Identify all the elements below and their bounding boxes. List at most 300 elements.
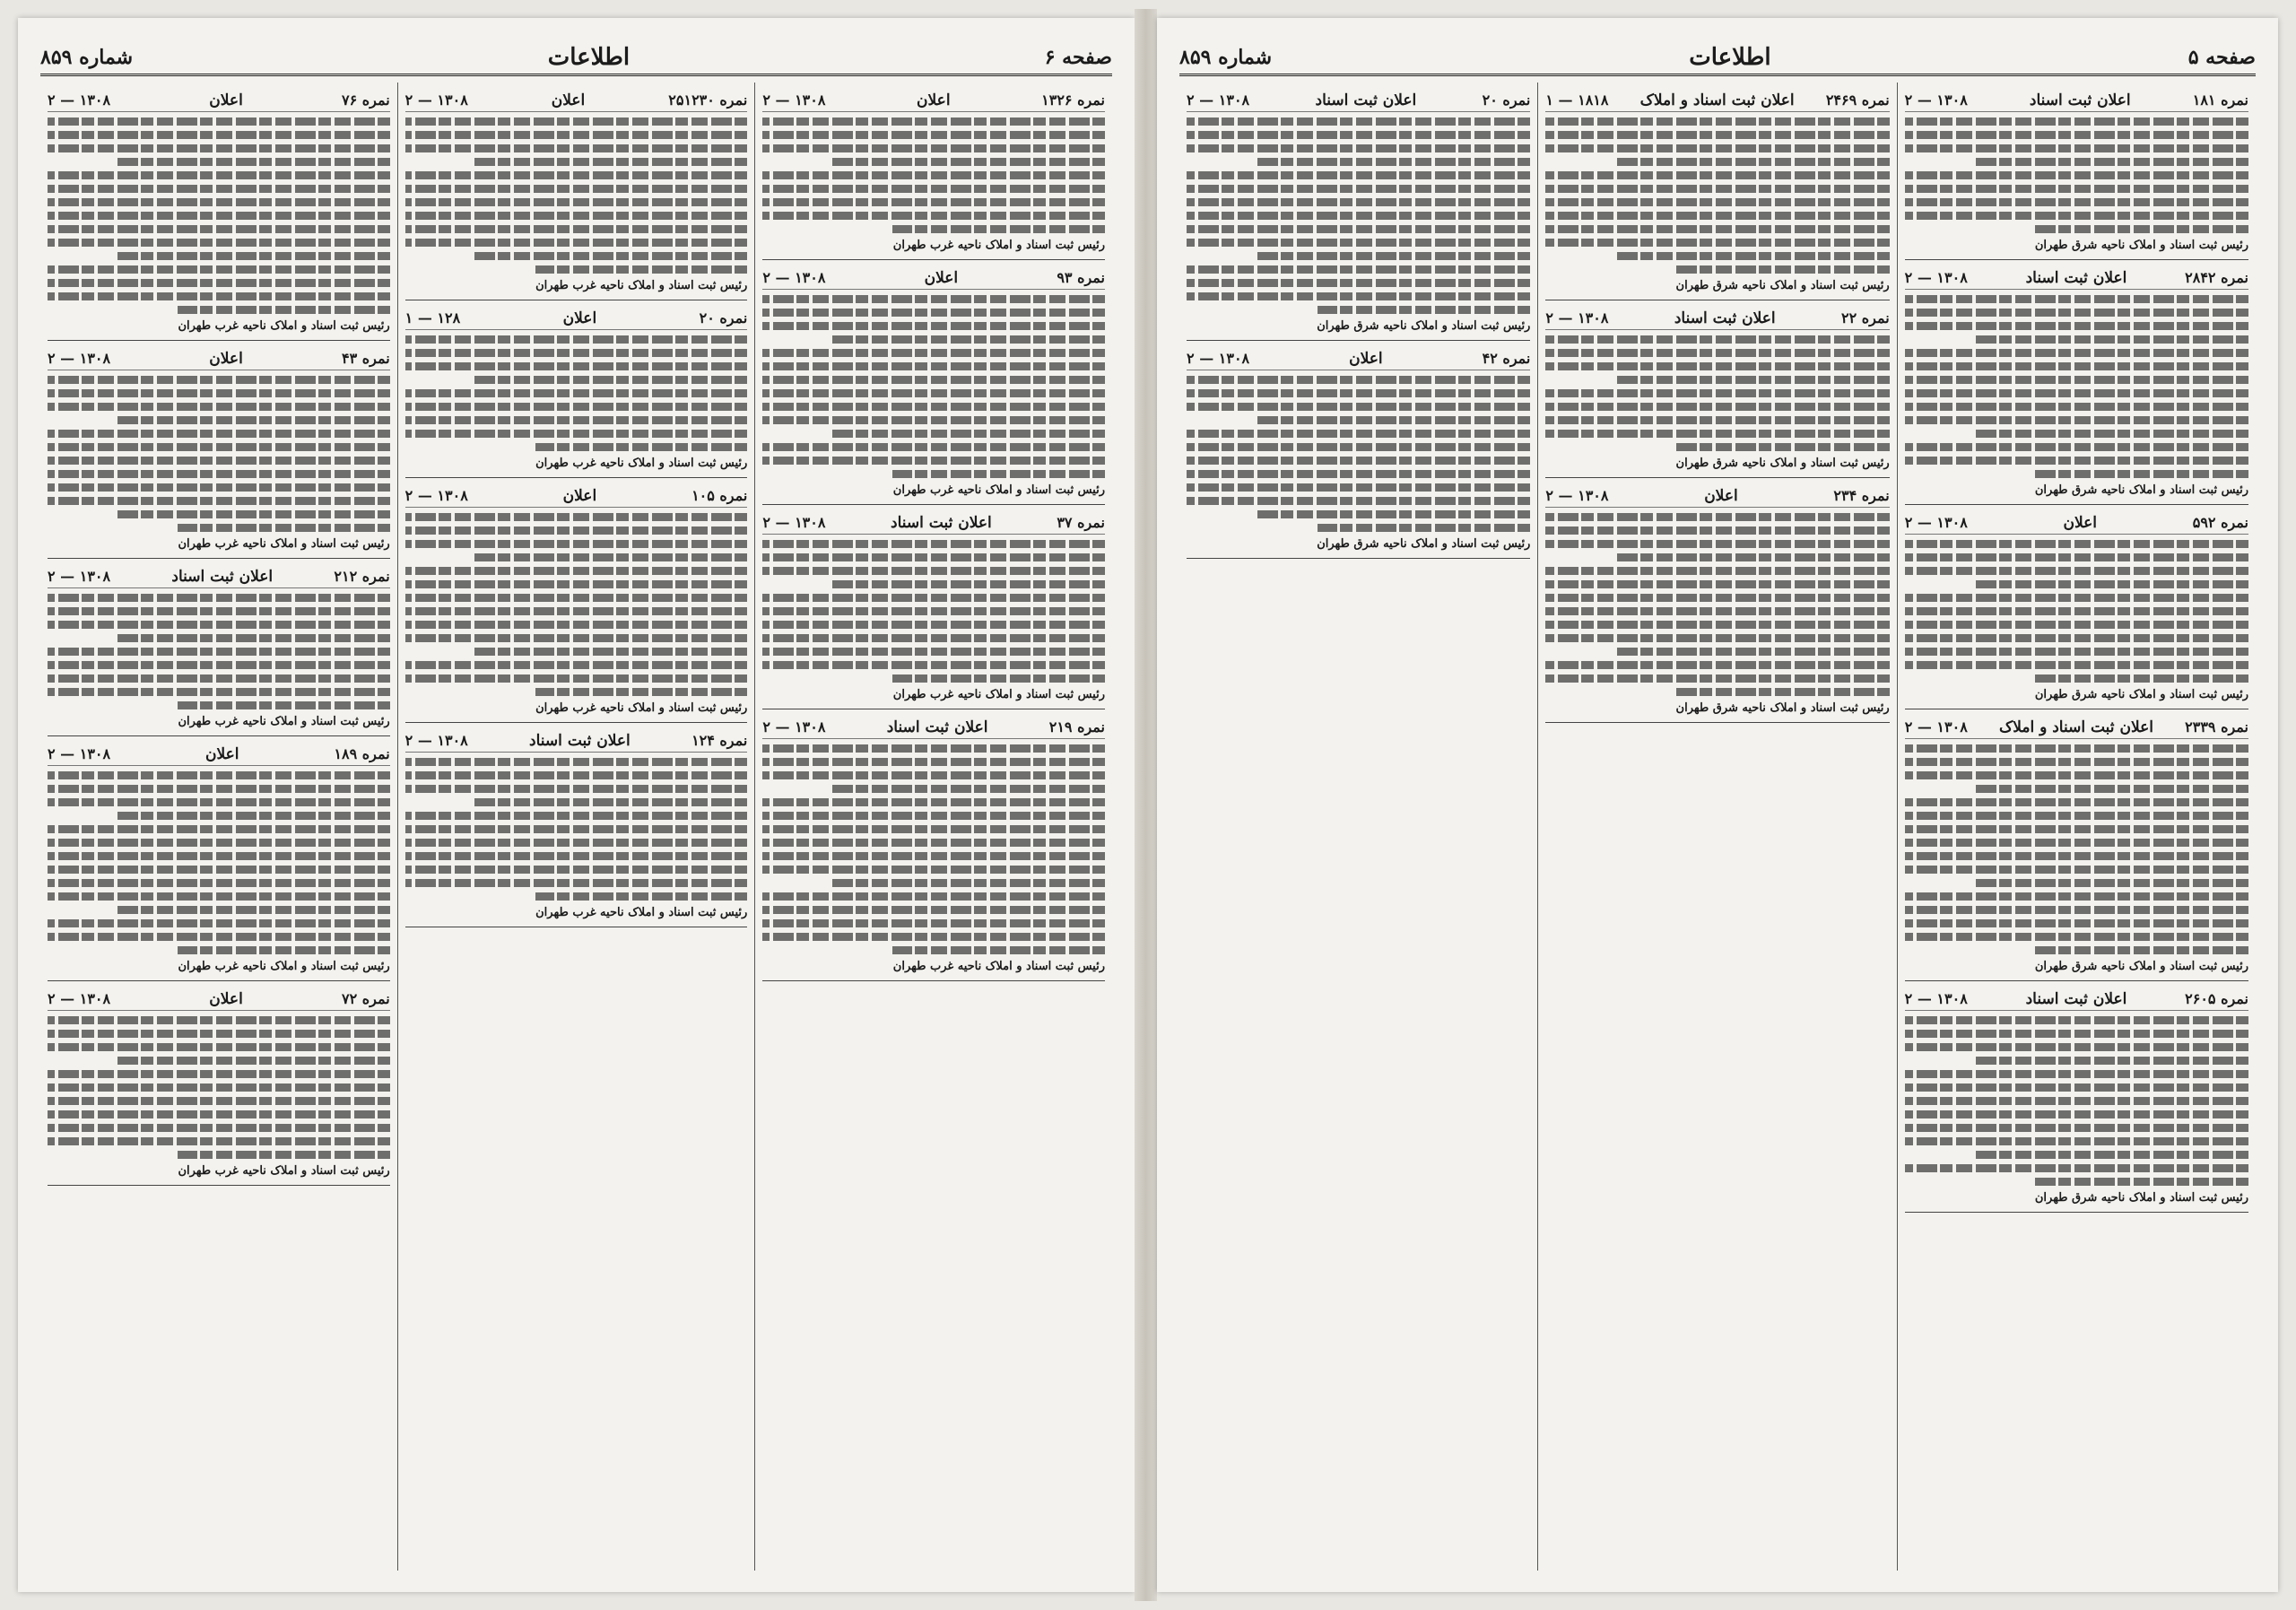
text-line bbox=[1545, 144, 1889, 152]
text-line bbox=[762, 144, 1105, 152]
notice-header bbox=[1905, 269, 2248, 290]
text-line bbox=[1905, 198, 2248, 206]
notice-header bbox=[1905, 990, 2248, 1011]
text-line bbox=[1905, 1097, 2248, 1105]
notice-signature: رئیس ثبت اسناد و املاک ناحیه غرب طهران bbox=[535, 457, 748, 470]
text-line bbox=[762, 295, 1105, 303]
notice-header bbox=[48, 350, 390, 370]
text-line bbox=[116, 1057, 389, 1065]
text-line bbox=[405, 771, 748, 779]
notice-signature: رئیس ثبت اسناد و املاک ناحیه شرق طهران bbox=[2034, 1191, 2248, 1205]
notice bbox=[1187, 88, 1530, 341]
notice-number: نمره ۵۹۲ bbox=[2192, 514, 2248, 531]
notice-number: نمره ۲۳۳۹ bbox=[2185, 718, 2248, 735]
text-line bbox=[1545, 621, 1889, 629]
text-line bbox=[48, 117, 390, 126]
notice-signature: رئیس ثبت اسناد و املاک ناحیه شرق طهران bbox=[1675, 279, 1890, 292]
text-line bbox=[1545, 540, 1889, 548]
text-column bbox=[40, 83, 397, 1571]
text-line bbox=[474, 252, 747, 260]
text-line bbox=[1905, 212, 2248, 220]
text-line bbox=[762, 131, 1105, 139]
text-line bbox=[1545, 403, 1889, 411]
text-line bbox=[1973, 158, 2248, 166]
notice-signature: رئیس ثبت اسناد و املاک ناحیه شرق طهران bbox=[2034, 483, 2248, 497]
notice-number: نمره ۳۷ bbox=[1057, 514, 1105, 531]
notice bbox=[48, 742, 390, 981]
text-line bbox=[762, 362, 1105, 370]
notice-title: اعلان ثبت اسناد bbox=[2029, 91, 2131, 109]
text-line bbox=[762, 825, 1105, 833]
notice-title: اعلان ثبت اسناد bbox=[1315, 91, 1417, 109]
text-line bbox=[116, 158, 389, 166]
text-line bbox=[1676, 443, 1890, 451]
text-line bbox=[48, 621, 390, 629]
notice-code: ۱۳۰۸ — ۲ bbox=[404, 732, 468, 749]
text-line bbox=[1905, 866, 2248, 874]
text-line bbox=[1545, 362, 1889, 370]
text-line bbox=[1187, 239, 1530, 247]
notice-number: نمره ۲۸۴۲ bbox=[2185, 269, 2248, 286]
text-line bbox=[1905, 661, 2248, 669]
notice-signature: رئیس ثبت اسناد و املاک ناحیه غرب طهران bbox=[535, 701, 748, 715]
text-line bbox=[1905, 1030, 2248, 1038]
notice-title: اعلان ثبت اسناد bbox=[171, 568, 274, 586]
text-line bbox=[1905, 892, 2248, 901]
text-line bbox=[762, 403, 1105, 411]
text-line bbox=[1256, 416, 1531, 424]
text-line bbox=[1905, 919, 2248, 927]
text-line bbox=[1545, 594, 1889, 602]
notice-number: نمره ۲۰ bbox=[699, 309, 748, 326]
notice-number: نمره ۲۶۰۵ bbox=[2185, 990, 2248, 1007]
text-line bbox=[762, 416, 1105, 424]
text-line bbox=[1187, 443, 1530, 451]
notice-signature: رئیس ثبت اسناد و املاک ناحیه غرب طهران bbox=[892, 239, 1105, 252]
text-line bbox=[48, 279, 390, 287]
text-line bbox=[405, 362, 748, 370]
notice-title: اعلان bbox=[2063, 514, 2098, 532]
text-line bbox=[48, 292, 390, 300]
text-line bbox=[405, 349, 748, 357]
text-line bbox=[1545, 239, 1889, 247]
notice-number: نمره ۲۴۶۹ bbox=[1825, 91, 1890, 109]
text-line bbox=[48, 607, 390, 615]
text-column bbox=[1897, 83, 2256, 1571]
text-line bbox=[48, 1043, 390, 1051]
text-line bbox=[762, 744, 1105, 753]
text-line bbox=[405, 825, 748, 833]
notice bbox=[405, 88, 748, 300]
notice-title: اعلان bbox=[205, 745, 239, 763]
notice-header bbox=[1187, 91, 1530, 112]
text-line bbox=[474, 648, 747, 656]
notice-number: نمره ۷۲ bbox=[341, 990, 390, 1007]
notice-number: نمره ۱۳۲۶ bbox=[1041, 91, 1105, 109]
notice-number: نمره ۱۸۹ bbox=[334, 745, 390, 762]
text-line bbox=[405, 866, 748, 874]
text-line bbox=[405, 594, 748, 602]
text-line bbox=[405, 212, 748, 220]
text-line bbox=[405, 634, 748, 642]
notice bbox=[405, 728, 748, 927]
notice-title: اعلان ثبت اسناد و املاک bbox=[1639, 91, 1795, 109]
text-line bbox=[762, 198, 1105, 206]
text-line bbox=[1905, 1124, 2248, 1132]
notice-header bbox=[405, 487, 748, 508]
text-line bbox=[1187, 144, 1530, 152]
text-line bbox=[1905, 349, 2248, 357]
notice-signature: رئیس ثبت اسناد و املاک ناحیه شرق طهران bbox=[2034, 239, 2248, 252]
text-line bbox=[405, 403, 748, 411]
text-line bbox=[48, 785, 390, 793]
text-line bbox=[1905, 416, 2248, 424]
left-masthead bbox=[40, 41, 1112, 76]
text-line bbox=[762, 892, 1105, 901]
text-line bbox=[1676, 265, 1890, 274]
text-line bbox=[762, 648, 1105, 656]
text-line bbox=[1905, 1110, 2248, 1118]
text-line bbox=[831, 785, 1105, 793]
text-line bbox=[1905, 295, 2248, 303]
text-line bbox=[1905, 648, 2248, 656]
left-page bbox=[18, 18, 1135, 1592]
text-line bbox=[48, 648, 390, 656]
text-line bbox=[1614, 376, 1890, 384]
text-line bbox=[474, 553, 747, 561]
text-line bbox=[48, 497, 390, 505]
notice-code: ۱۳۰۸ — ۲ bbox=[1545, 487, 1609, 504]
text-line bbox=[2035, 946, 2248, 954]
text-line bbox=[1187, 430, 1530, 438]
text-line bbox=[1187, 389, 1530, 397]
text-line bbox=[762, 185, 1105, 193]
notice-header bbox=[1905, 718, 2248, 739]
notice-number: نمره ۹۳ bbox=[1057, 269, 1105, 286]
notice bbox=[48, 564, 390, 736]
text-line bbox=[1545, 607, 1889, 615]
text-line bbox=[1614, 553, 1890, 561]
text-line bbox=[762, 798, 1105, 806]
notice-header bbox=[48, 990, 390, 1011]
notice bbox=[1187, 346, 1530, 559]
text-line bbox=[48, 839, 390, 847]
text-column bbox=[754, 83, 1112, 1571]
text-line bbox=[762, 553, 1105, 561]
notice-code: ۱۳۰۸ — ۲ bbox=[762, 91, 826, 109]
page-gutter bbox=[1135, 9, 1157, 1601]
text-line bbox=[1545, 416, 1889, 424]
notice-header bbox=[405, 309, 748, 330]
text-column bbox=[1179, 83, 1537, 1571]
notice-number: نمره ۲۳۴ bbox=[1833, 487, 1890, 504]
text-line bbox=[48, 470, 390, 478]
text-line bbox=[405, 839, 748, 847]
text-line bbox=[48, 171, 390, 179]
text-line bbox=[1545, 513, 1889, 521]
text-line bbox=[1545, 634, 1889, 642]
notice-code: ۱۳۰۸ — ۲ bbox=[1904, 514, 1968, 531]
text-line bbox=[762, 540, 1105, 548]
text-line bbox=[48, 131, 390, 139]
text-line bbox=[48, 443, 390, 451]
notice bbox=[1545, 88, 1889, 300]
text-line bbox=[1905, 621, 2248, 629]
notice bbox=[1905, 510, 2248, 709]
notice-signature: رئیس ثبت اسناد و املاک ناحیه غرب طهران bbox=[892, 688, 1105, 701]
text-line bbox=[48, 852, 390, 860]
text-line bbox=[48, 389, 390, 397]
text-line bbox=[892, 470, 1105, 478]
text-line bbox=[762, 852, 1105, 860]
text-line bbox=[1905, 1070, 2248, 1078]
notice-number: نمره ۱۲۴ bbox=[691, 732, 748, 749]
text-line bbox=[48, 1097, 390, 1105]
text-line bbox=[1545, 185, 1889, 193]
notice-title: اعلان ثبت اسناد bbox=[886, 718, 988, 736]
text-line bbox=[48, 919, 390, 927]
text-line bbox=[48, 265, 390, 274]
text-line bbox=[535, 443, 748, 451]
text-line bbox=[48, 1030, 390, 1038]
text-line bbox=[48, 661, 390, 669]
text-line bbox=[762, 457, 1105, 465]
text-line bbox=[405, 117, 748, 126]
text-line bbox=[474, 376, 747, 384]
text-line bbox=[1905, 1083, 2248, 1092]
notice-code: ۱۳۰۸ — ۲ bbox=[48, 990, 111, 1007]
text-line bbox=[48, 376, 390, 384]
notice-code: ۱۳۰۸ — ۲ bbox=[762, 269, 826, 286]
text-column bbox=[397, 83, 755, 1571]
text-line bbox=[405, 335, 748, 344]
text-line bbox=[831, 580, 1105, 588]
text-line bbox=[1187, 117, 1530, 126]
text-line bbox=[474, 158, 747, 166]
text-line bbox=[405, 144, 748, 152]
text-line bbox=[48, 825, 390, 833]
notice-header bbox=[762, 269, 1105, 290]
notice-header bbox=[762, 514, 1105, 535]
text-line bbox=[762, 812, 1105, 820]
notice-signature: رئیس ثبت اسناد و املاک ناحیه شرق طهران bbox=[2034, 960, 2248, 973]
notice-header bbox=[48, 91, 390, 112]
text-line bbox=[1973, 785, 2248, 793]
notice-title: اعلان ثبت اسناد و املاک bbox=[1998, 718, 2153, 736]
text-line bbox=[762, 621, 1105, 629]
text-line bbox=[1545, 117, 1889, 126]
notice-title: اعلان bbox=[924, 269, 959, 287]
text-line bbox=[48, 879, 390, 887]
text-line bbox=[1905, 839, 2248, 847]
notice bbox=[1905, 715, 2248, 981]
text-line bbox=[762, 117, 1105, 126]
text-line bbox=[405, 430, 748, 438]
left-columns bbox=[40, 83, 1112, 1571]
text-line bbox=[405, 198, 748, 206]
text-line bbox=[1905, 1043, 2248, 1051]
text-line bbox=[762, 919, 1105, 927]
text-line bbox=[405, 527, 748, 535]
text-line bbox=[1905, 825, 2248, 833]
text-line bbox=[48, 430, 390, 438]
text-line bbox=[48, 1137, 390, 1145]
text-line bbox=[1973, 1057, 2248, 1065]
notice-header bbox=[48, 745, 390, 766]
notice-number: نمره ۱۸۱ bbox=[2192, 91, 2248, 109]
text-line bbox=[1905, 376, 2248, 384]
text-line bbox=[1905, 594, 2248, 602]
text-line bbox=[48, 1016, 390, 1024]
text-line bbox=[2035, 470, 2248, 478]
text-line bbox=[405, 416, 748, 424]
text-line bbox=[1187, 265, 1530, 274]
text-line bbox=[1545, 335, 1889, 344]
text-line bbox=[1973, 430, 2248, 438]
text-line bbox=[762, 634, 1105, 642]
text-line bbox=[48, 1083, 390, 1092]
text-line bbox=[1545, 198, 1889, 206]
text-line bbox=[48, 457, 390, 465]
text-line bbox=[1545, 527, 1889, 535]
text-line bbox=[1905, 634, 2248, 642]
text-line bbox=[1905, 457, 2248, 465]
text-line bbox=[831, 879, 1105, 887]
text-line bbox=[48, 1124, 390, 1132]
text-line bbox=[762, 389, 1105, 397]
left-issue-label: شماره ۸۵۹ bbox=[40, 46, 134, 69]
text-line bbox=[762, 171, 1105, 179]
text-line bbox=[48, 1110, 390, 1118]
notice-number: نمره ۴۲ bbox=[1482, 350, 1531, 367]
text-line bbox=[48, 798, 390, 806]
text-line bbox=[405, 131, 748, 139]
notice-header bbox=[405, 732, 748, 753]
text-line bbox=[1905, 309, 2248, 317]
text-line bbox=[1545, 430, 1889, 438]
text-line bbox=[1905, 389, 2248, 397]
text-line bbox=[1318, 306, 1531, 314]
text-line bbox=[762, 906, 1105, 914]
notice-signature: رئیس ثبت اسناد و املاک ناحیه غرب طهران bbox=[178, 537, 390, 551]
text-line bbox=[405, 812, 748, 820]
notice-code: ۱۳۰۸ — ۲ bbox=[762, 718, 826, 735]
text-line bbox=[1905, 1016, 2248, 1024]
text-line bbox=[48, 483, 390, 492]
text-line bbox=[405, 225, 748, 233]
notice-code: ۱۳۰۸ — ۲ bbox=[1904, 718, 1968, 735]
text-line bbox=[1187, 483, 1530, 492]
notice bbox=[762, 265, 1105, 505]
notice-number: نمره ۴۳ bbox=[341, 350, 390, 367]
text-line bbox=[405, 758, 748, 766]
notice-header bbox=[1905, 91, 2248, 112]
text-line bbox=[48, 144, 390, 152]
text-line bbox=[1256, 510, 1531, 518]
text-line bbox=[405, 540, 748, 548]
notice bbox=[1545, 483, 1889, 723]
notice-header bbox=[1187, 350, 1530, 370]
notice-signature: رئیس ثبت اسناد و املاک ناحیه شرق طهران bbox=[2034, 688, 2248, 701]
text-line bbox=[762, 933, 1105, 941]
notice-signature: رئیس ثبت اسناد و املاک ناحیه غرب طهران bbox=[178, 1164, 390, 1178]
text-line bbox=[892, 225, 1105, 233]
text-line bbox=[535, 265, 748, 274]
text-line bbox=[1905, 171, 2248, 179]
text-line bbox=[1905, 362, 2248, 370]
notice-code: ۱۳۰۸ — ۲ bbox=[48, 745, 111, 762]
text-line bbox=[48, 198, 390, 206]
text-line bbox=[48, 866, 390, 874]
text-line bbox=[1905, 798, 2248, 806]
notice bbox=[1545, 306, 1889, 478]
right-page bbox=[1157, 18, 2278, 1592]
notice bbox=[48, 346, 390, 559]
text-line bbox=[116, 634, 389, 642]
notice-code: ۱۳۰۸ — ۲ bbox=[1545, 309, 1609, 326]
text-line bbox=[116, 510, 389, 518]
right-issue-label: شماره ۸۵۹ bbox=[1179, 46, 1273, 69]
text-line bbox=[405, 621, 748, 629]
text-line bbox=[178, 701, 390, 709]
notice-number: نمره ۲۲ bbox=[1841, 309, 1890, 326]
notice bbox=[762, 510, 1105, 709]
text-line bbox=[1187, 225, 1530, 233]
text-line bbox=[178, 524, 390, 532]
text-line bbox=[1187, 185, 1530, 193]
notice-code: ۱۳۰۸ — ۲ bbox=[1187, 350, 1250, 367]
text-line bbox=[116, 416, 389, 424]
text-line bbox=[2035, 1178, 2248, 1186]
text-line bbox=[1905, 443, 2248, 451]
text-line bbox=[1973, 1151, 2248, 1159]
right-page-label: صفحه ۵ bbox=[2187, 46, 2256, 69]
notice-signature: رئیس ثبت اسناد و املاک ناحیه شرق طهران bbox=[1675, 457, 1890, 470]
notice-number: نمره ۲۱۹ bbox=[1048, 718, 1105, 735]
notice-number: نمره ۱۰۵ bbox=[691, 487, 748, 504]
text-line bbox=[1545, 131, 1889, 139]
notice-code: ۱۳۰۸ — ۲ bbox=[1904, 269, 1968, 286]
right-paper-name: اطلاعات bbox=[1689, 44, 1771, 71]
text-line bbox=[762, 607, 1105, 615]
text-line bbox=[48, 892, 390, 901]
text-line bbox=[762, 376, 1105, 384]
text-line bbox=[1905, 185, 2248, 193]
text-line bbox=[762, 322, 1105, 330]
text-line bbox=[831, 430, 1105, 438]
notice-signature: رئیس ثبت اسناد و املاک ناحیه غرب طهران bbox=[892, 960, 1105, 973]
text-line bbox=[535, 892, 748, 901]
notice-header bbox=[1905, 514, 2248, 535]
notice bbox=[1905, 88, 2248, 260]
right-masthead bbox=[1179, 41, 2256, 76]
text-line bbox=[1256, 252, 1531, 260]
left-page-label: صفحه ۶ bbox=[1044, 46, 1112, 69]
notice bbox=[1905, 987, 2248, 1213]
text-line bbox=[405, 607, 748, 615]
notice-header bbox=[1545, 487, 1889, 508]
text-line bbox=[1187, 403, 1530, 411]
text-line bbox=[1545, 567, 1889, 575]
text-line bbox=[1905, 144, 2248, 152]
text-line bbox=[1905, 567, 2248, 575]
text-line bbox=[116, 906, 389, 914]
text-line bbox=[1905, 553, 2248, 561]
text-line bbox=[762, 758, 1105, 766]
notice-title: اعلان bbox=[1704, 487, 1738, 505]
text-line bbox=[405, 185, 748, 193]
text-line bbox=[1973, 580, 2248, 588]
